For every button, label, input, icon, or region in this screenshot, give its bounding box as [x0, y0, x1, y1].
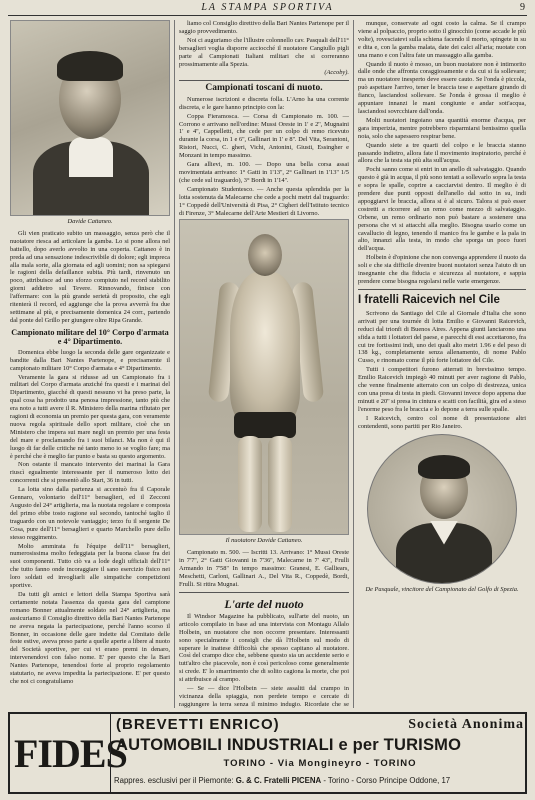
- article-paragraph: Numerose iscrizioni e discreta folla. L'Arno ha una corrente discreta, e le gare hanno principio con la:: [179, 95, 349, 111]
- article-paragraph: Pochi sanno come si entri in un anello di salvataggio. Quando questo è già in acqua, il più sono tentati a sollevarlo sopra la testa e sopra le spalle, coprire a cacciarvisi dentro. Il meglio è di prendere due punti opposti dell'anello dal sotto in su, indi appoggiarvi le braccia, allora si è al sicuro. Talora si può esser costretti a ricorrere ad un remo come mezzo di salvataggio. Orbene, un remo ordinario non può bastare a sostenere una persona che vi si attacchi alla meglio. Bisogna usarlo come un cavallucio di legno, tenendo il manico fra le gambe e la pala in alto, innanzi alla testa, in modo che sporga un poco fuori dell'acqua.: [358, 166, 526, 253]
- article-paragraph: Scrivono da Santiago del Cile al Giornale d'Italia che sono arrivati per una tournée di lotta Emilio e Giovanni Raicevich, reduci dal trionfi di Buenos Aires. Appena giunti lanciarono una sfida a tutti i lottatori del paese, e parecchi di essi accettarono, fra cui tre fortissimi indi, uno dei quali alto metri 1.96 e del peso di 138 kg., completamente senza allenamento, di nome Pablo Cusso, e rinomato come il più forte lottatore del Cile.: [358, 309, 526, 365]
- photo-caption: Davide Cattaneo.: [67, 218, 113, 225]
- article-paragraph: Il Windsor Magazine ha pubblicato, sull'arte del nuoto, un articolo compilato in base ad una intervista con Montagu Allalo Holbein, un nuotatore che non occorre presentare. Interessanti sono specialmente i consigli che dà l'Holbein sul modo di superare le inattese difficoltà che spesso capitano al nuotatore. Così del crampo dice che, sebbene questo sia un accidente serio e tutt'altro che piacevole, non è così pericoloso come generalmente si crede. E' lo smarrimento che di solito cagiona la morte, che poi si attribuisce al crampo.: [179, 612, 349, 684]
- article-paragraph: Campionato Studentesco. — Anche questa splendida per la lotta sostenuta da Malecarne che cede a pochi metri dal traguardo: 1° Coppedè dell'Università di Pisa, 2° Cigheri dell'Istituto tecnico di Firenze, 3° Malecarne dell'Arte Mestieri di Livorno.: [179, 185, 349, 217]
- swimmer-photo: [179, 219, 349, 535]
- article-paragraph: Non ostante il mancato intervento dei marinai la Gara riuscì egualmente interessante per il numeroso lotto dei concorrenti che si presentò allo Start, 36 in tutti.: [10, 461, 170, 485]
- ad-representative-line: [114, 776, 526, 785]
- column-2: [179, 20, 349, 708]
- portrait-photo-cattaneo: [10, 20, 170, 216]
- photo-caption: Il nuotatore Davide Cattaneo.: [225, 537, 303, 545]
- ad-rep-dealer: G. & C. Fratelli PICENA: [235, 776, 322, 785]
- article-paragraph: munque, conservate ad ogni costo la calma. Se il crampo viene al polpaccio, proprio sotto il ginocchio (come accade le più volte), rovesciatevi sulla schiena facendo il morto, spingete in su e dita e, con la gamba malata, date dei calci all'aria; nuotate con una mano e con l'altra fate un massaggio alla gamba.: [358, 20, 526, 59]
- section-heading: I fratelli Raicevich nel Cile: [358, 293, 500, 306]
- ad-brevetti-text: (BREVETTI ENRICO): [116, 716, 280, 733]
- fides-advertisement: [8, 712, 527, 794]
- article-paragraph: Holbein è d'opinione che non convenga apprendere il nuoto da soli e che sia difficile divenire buoni nuotatori senza l'aiuto di un insegnante che dia fiducia e sicurezza al nuotatore, e sappia prendere come bisogna regolarsi nelle varie emergenze.: [358, 254, 526, 285]
- fides-logo: FIDES: [14, 731, 127, 776]
- article-paragraph: Tutti i competitori furono atterrati in brevissimo tempo. Emilio Raicevich impiegò 40 minuti per aver ragione di Pablo, che venne finalmente atterrato con un colpo di destrezza, unica con una presa di testa in piedi. Giovanni invece dopo appena due minuti e 20'' si presa in cintura e scatti con facilità, gira ed a steso l'enorme peso fra le braccia e lo depone a terra sulle spalle.: [358, 366, 526, 413]
- article-paragraph: Gara allievi, m. 100. — Dopo una bella corsa assai movimentata arrivano: 1° Gatti in 1'13'', 2° Gallinari in 1'13'' 1/5 (che cede sul traguardo), 3° Bordi in 1'14''.: [179, 161, 349, 184]
- article-paragraph: Quando il nuoto è mosso, un buon nuotatore non è intimorito dalle onde che affronta coraggiosamente e da cui si fa sollevare; ma un nuotatore inesperto deve essere cauto. Se l'onda è piccola, può aspettare l'arrivo, tener le braccia tese e aspettare girando di fianco, lasciandosi sollevare. Se l'onda è grossa il meglio è appuntare innanzi le mani congiunte e andar sott'acqua, lasciandosi sovrcchiare dall'onda.: [358, 60, 526, 115]
- ad-societa-text: Società Anonima: [408, 717, 524, 732]
- header-rule: [8, 15, 527, 16]
- section-heading: Campionati toscani di nuoto.: [205, 83, 323, 94]
- page-number: 9: [520, 2, 525, 13]
- article-paragraph: La lotta sino dalla partenza si accentuò fra il Caporale Gennaro, volontario dell'11° bersaglieri, ed il Zecconi Augusto del 24° artiglieria, ma la nuotata regolare e composta del primo ebbe tosto ragione sul secondo, tantoché taglio il traguardo con un notevole vantaggio; terzo fu il sergente De Cosa, pure dell'11° bersaglieri e quarto Marchello pure dello stesso reggimento.: [10, 486, 170, 541]
- article-paragraph: liamo col Consiglio direttivo della Bari Nantes Partenope per il saggio provvedimento.: [179, 20, 349, 35]
- ad-rep-prefix: Rappres. esclusivi per il Piemonte:: [114, 776, 234, 785]
- column-3: [358, 20, 526, 708]
- article-paragraph: Molti nuotatori ingoiano una quantità enorme d'acqua, per gara imperizia, mentre potrebbero risparmiarsi benissimo quella noia, solo che sapessero respirar bene.: [358, 116, 526, 140]
- ad-address-line: TORINO - Via Mongineyro - TORINO: [223, 758, 417, 769]
- ad-automobili-line: AUTOMOBILI INDUSTRIALI e per TURISMO: [116, 736, 462, 754]
- column-1: [10, 20, 170, 708]
- divider: [179, 80, 349, 81]
- column-rule: [174, 20, 175, 708]
- divider: [179, 592, 349, 593]
- article-paragraph: Campionato m. 500. — Iscritti 13. Arrivano: 1° Mussi Oreste in 7'7'', 2° Gatti Giovanni in 7'36'', Malecarne in 7' 43'', Frulli Armando in 7'58'' In tempo massimo: Granesi, E. Galliears, Meschetti, Carloni, Gallinari A., Del Vita R., Coppedè, Bordi, Frulli. Si ritira Mugnai.: [179, 549, 349, 588]
- ad-line-brevetti: [116, 716, 524, 733]
- article-paragraph: Noi ci auguriamo che l'illustre colonnello cav. Pasquali dell'11° bersaglieri voglia disporre acciocché il nuotatore Cangiullo pigli parte al Campionati Italiani militari che si correranno prossimamente alla Spezia.: [179, 36, 349, 68]
- section-heading: L'arte del nuoto: [224, 596, 304, 611]
- article-paragraph: Veramente la gara si ridusse ad un Campionato fra i militari del Corpo d'armata anziché fra questi e i marinai del Dipartimento, giacché di questi nessuno vi ha preso parte, la qual cosa ha prodotto una penosa impressione, tanto più che era noto a tutti avere il R. Ministero della marina rifiutato per ragioni di economia un premio per questa gara, con veramente nuova regola spirituale dello sport militare, cioè che un Ministero che impera sui mare negli un premio per una festa del mare e proclamando fra i suoi bilanci. Ma non è qui il luogo di far delle critiche né tanto meno io se voglio fare; ma è perché che è meglio far punto e basta su questo argomento.: [10, 373, 170, 460]
- article-paragraph: I Raicevich, centro col nome di presentazione altri contendenti, sono partiti per Rio Janeiro.: [358, 414, 526, 430]
- article-paragraph: Coppa Fieramosca. — Corsa di Campionato m. 100. — Corrono e arrivano nell'ordine: Mussi Oreste in 1' e 2'', Mugnaini 1' e 4'', Cappelletti, che cede per un colpo di remo ricevuto durante la corsa, in 1 e 6'', Gallinari in 1' e 8''. Del Vita, Serantoni, Ristori, Nucci, C. gheri, Vichi, Antonini, Giusti, Essingher e Monzani in tempo massimo.: [179, 112, 349, 160]
- article-paragraph: — Se — dice l'Holbein — siete assaliti dal crampo in vicinanza della spiaggia, non perdete tempo e cercate di raggiungere la terra senza il minimo indugio. Ricordate che se: [179, 685, 349, 708]
- ad-rep-suffix: - Torino - Corso Principe Oddone, 17: [323, 776, 451, 785]
- photo-caption: De Pasquale, vincitore del Campionato del Golfo di Spezia.: [365, 585, 519, 593]
- ad-divider: [110, 714, 111, 792]
- divider: [358, 289, 526, 290]
- section-heading: Campionato militare del 10° Corpo d'armata e 4° Dipartimento.: [11, 327, 169, 347]
- article-paragraph: Quando siete a tre quarti del colpo e le braccia stanno passando indietro, allora fate il movimento inspiratorio, perché è allora che la testa sta più alta sull'acqua.: [358, 141, 526, 165]
- running-header-title: LA STAMPA SPORTIVA: [201, 2, 334, 13]
- column-rule: [353, 20, 354, 708]
- article-paragraph: Domenica ebbe luogo la seconda delle gare organizzate e bandite dalla Bari Nantes Partenope, e precisamente il campionato militare 10° Corpo d'armata e 4° Dipartimento.: [10, 348, 170, 372]
- oval-portrait-photo-de-pasquale: [367, 434, 517, 584]
- article-byline: (Accoby).: [324, 69, 349, 77]
- article-paragraph: Gli vien praticato subito un massaggio, senza però che il nuotatore riesca ad articolare la gamba. Lo si pone allora nel battello, dopo averlo avvolto in una coperta. Cattaneo è in preda ad una sensazione indescrivibile di dolore; egli impreca alla mala sorte, alla giornata ed agli uomini; non sa spiegarsi le ragioni della defaillance subita. Più tardi, rinvenuto un poco, attribuisce ad uno sforzo compiuto nel record stabilito giorni addietro sul Tevere. Rinnovando, finisce con l'affermare: con la più grande serietà di proposito, che egli ritenterà il record, ed aggiunge che la prova avverrà fra due settimane al più, e precisamente domenica 24 corr., partendo dal ponte del Grillo per giungere oltre Ripa Grande.: [10, 229, 170, 324]
- article-paragraph: Da tutti gli amici e lettori della Stampa Sportiva sarà certamente notata l'assenza da questa gara del campione romano Bonner attualmente soldato nel 24° artiglieria, ma assicuriamo il Consiglio direttivo della Bari Nantes Partenope ne aveva negata la partecipazione, perché l'anno scorso il Bonner, in occasione delle gare indette dal Comitato delle feste estive, aveva preso parte a quelle aperte a libere al nuoto del Società sportive, per cui vi erano premi in denaro, intervenendovi con falso nome. E' per questo che la Bari Nantes Partenope, tenendosi forte al proprio regolamento statutario, ne aveva impedita la partecipazione. E' per questo che noi ci congratuliamo: [10, 590, 170, 685]
- article-paragraph: Molto ammirata fu l'équipe dell'11° bersaglieri, numerosissima molto fedeggiata per la buona classe fra dei suoi componenti. Tutto ciò va a lode degli ufficiali dell'11° che tutto fanno onde incoraggiare il sano esercizio fisico nei loro soldati ed invogliarli alle simpatiche competizioni sportive.: [10, 542, 170, 590]
